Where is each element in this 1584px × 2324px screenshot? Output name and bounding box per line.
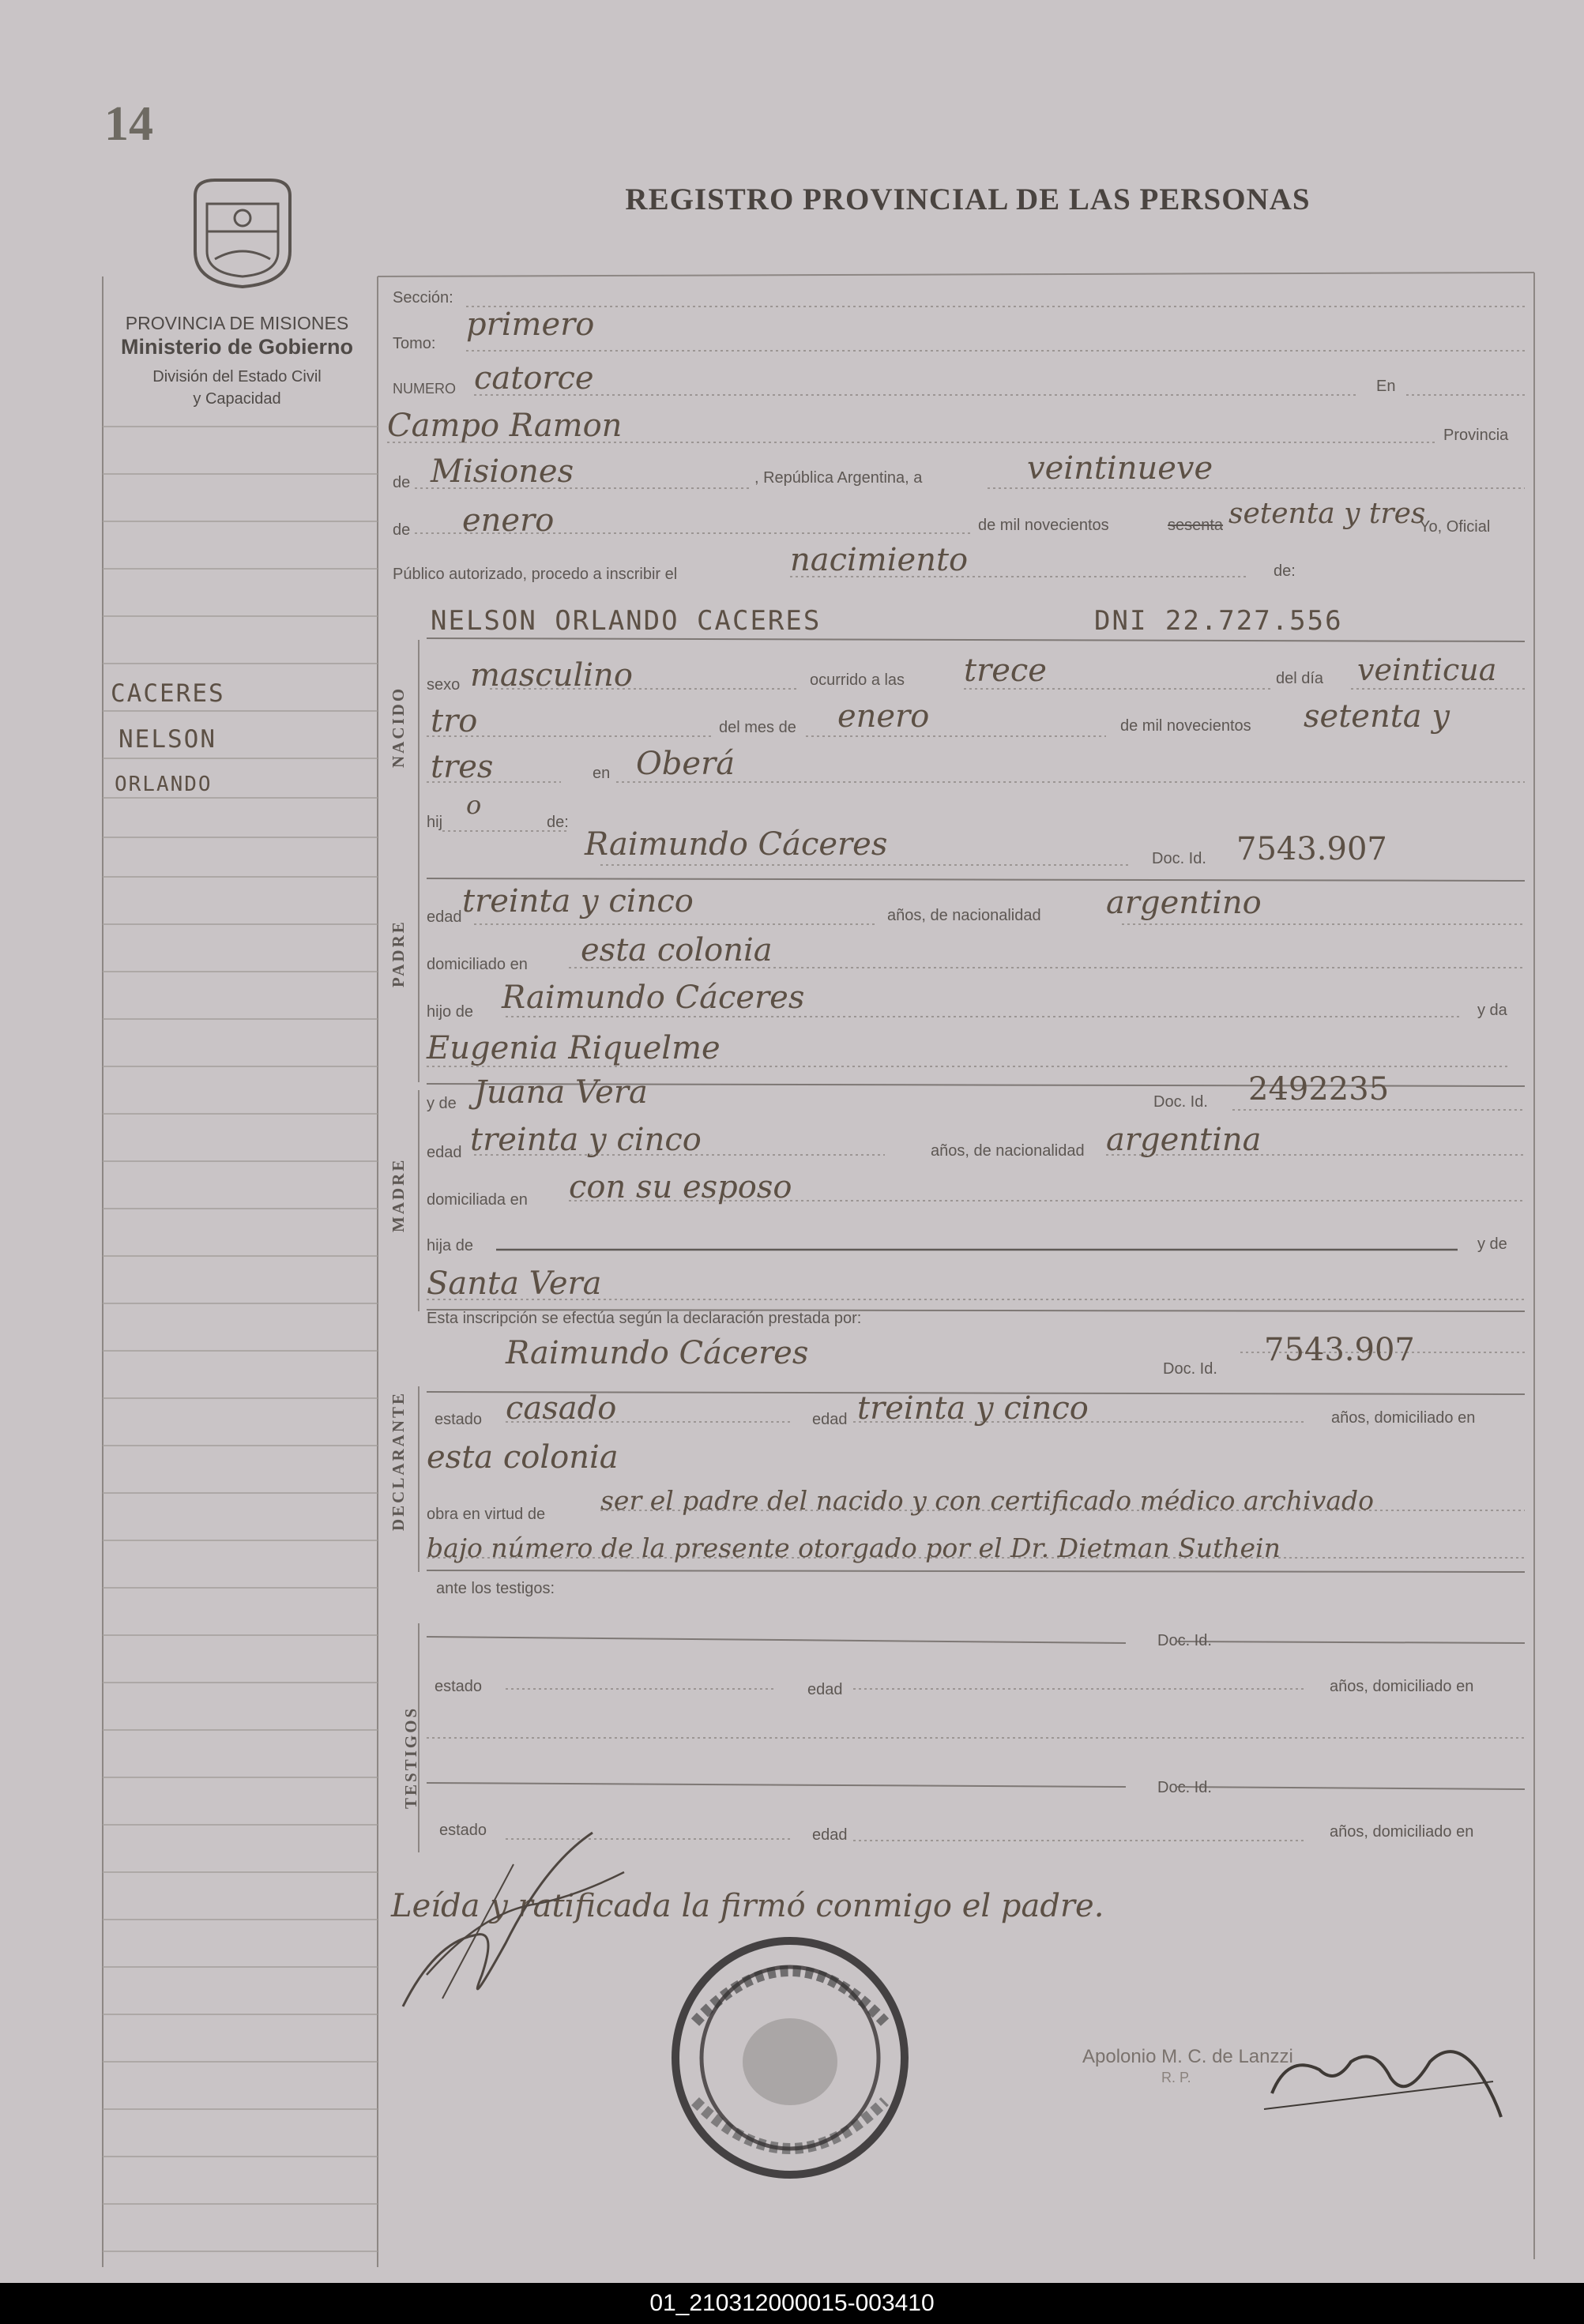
label-yo-oficial: Yo, Oficial — [1420, 518, 1491, 536]
value-parent: Raimundo Cáceres — [585, 826, 888, 863]
label-hij: hij — [427, 814, 443, 831]
value-numero: catorce — [474, 360, 594, 397]
value-act: nacimiento — [790, 542, 969, 578]
capacity-name: y Capacidad — [193, 390, 281, 408]
value-mother: Juana Vera — [474, 1074, 648, 1111]
value-birth-day: veinticua — [1357, 652, 1497, 687]
label-de-month: de — [393, 521, 411, 539]
label-edad-mother: edad — [427, 1144, 462, 1161]
value-declarant-doc: 7543.907 — [1264, 1332, 1415, 1368]
label-republica: , República Argentina, a — [754, 469, 923, 487]
label-doc-id-witness-2: Doc. Id. — [1157, 1779, 1212, 1796]
value-full-name: NELSON ORLANDO CACERES — [431, 605, 822, 637]
label-en: En — [1376, 378, 1396, 395]
value-tomo: primero — [466, 306, 595, 343]
value-hij-suffix: o — [466, 790, 482, 820]
value-hour: trece — [964, 652, 1047, 689]
value-mother-dom: con su esposo — [569, 1169, 792, 1205]
label-nacionalidad-mother: años, de nacionalidad — [931, 1142, 1085, 1160]
value-mother-age: treinta y cinco — [470, 1122, 702, 1158]
label-sesenta-struck: sesenta — [1168, 517, 1224, 534]
label-edad-witness-2: edad — [812, 1826, 848, 1844]
section-declarante: DECLARANTE — [389, 1390, 408, 1531]
label-domiciliado-father: domiciliado en — [427, 956, 528, 973]
label-y-da: y da — [1477, 1002, 1507, 1019]
margin-first-name: NELSON — [119, 725, 216, 754]
page-number: 14 — [104, 97, 153, 151]
label-ocurrido: ocurrido a las — [810, 671, 905, 689]
value-province: Misiones — [431, 453, 574, 490]
value-virtue-1: ser el padre del nacido y con certificado médico archivado — [600, 1485, 1375, 1516]
value-day: veintinueve — [1027, 450, 1213, 487]
value-birth-year-cont: tres — [431, 749, 494, 785]
image-id-footer: 01_210312000015-003410 — [0, 2283, 1584, 2324]
value-father-mother: Eugenia Riquelme — [427, 1030, 721, 1066]
value-father-nat: argentino — [1106, 885, 1262, 921]
label-hija-de: hija de — [427, 1237, 473, 1254]
value-place: Campo Ramon — [387, 408, 623, 444]
value-month: enero — [462, 502, 555, 539]
label-edad-father: edad — [427, 908, 462, 926]
value-mother-nat: argentina — [1106, 1122, 1262, 1158]
value-sex: masculino — [470, 657, 633, 694]
label-estado-declarant: estado — [435, 1411, 483, 1428]
value-dni: DNI 22.727.556 — [1094, 605, 1343, 637]
label-y-de-2: y de — [1477, 1235, 1507, 1253]
section-madre: MADRE — [389, 1157, 408, 1232]
label-ante: ante los testigos: — [436, 1580, 555, 1597]
province-name: PROVINCIA DE MISIONES — [125, 313, 349, 333]
label-edad-witness-1: edad — [807, 1681, 843, 1698]
official-name-stamp: Apolonio M. C. de Lanzzi — [1082, 2046, 1293, 2067]
section-nacido: NACIDO — [389, 686, 408, 768]
label-doc-id-declarant: Doc. Id. — [1163, 1360, 1217, 1378]
label-tomo: Tomo: — [393, 335, 436, 352]
value-declarant-age: treinta y cinco — [857, 1390, 1089, 1427]
label-provincia: Provincia — [1443, 427, 1509, 444]
value-mother-mother: Santa Vera — [427, 1265, 602, 1302]
value-year: setenta y tres — [1228, 498, 1426, 530]
label-estado-witness-2: estado — [439, 1822, 487, 1839]
value-mother-doc: 2492235 — [1248, 1071, 1390, 1107]
label-doc-id-witness-1: Doc. Id. — [1157, 1632, 1212, 1649]
ministry-name: Ministerio de Gobierno — [120, 335, 354, 359]
value-birth-year: setenta y — [1304, 698, 1450, 735]
value-father-age: treinta y cinco — [462, 883, 694, 919]
division-name: División del Estado Civil — [152, 368, 322, 385]
label-inscripcion: Esta inscripción se efectúa según la declaración prestada por: — [427, 1310, 862, 1327]
label-nacionalidad-father: años, de nacionalidad — [887, 907, 1041, 924]
value-declarant: Raimundo Cáceres — [506, 1335, 809, 1371]
label-del-mes: del mes de — [719, 719, 796, 736]
value-father-dom: esta colonia — [581, 932, 773, 968]
label-sexo: sexo — [427, 676, 461, 694]
label-doc-id-mother: Doc. Id. — [1153, 1093, 1208, 1111]
label-de-colon: de: — [1274, 562, 1296, 580]
label-hijo-de: hijo de — [427, 1003, 473, 1021]
official-signature — [1256, 2038, 1509, 2133]
value-father-father: Raimundo Cáceres — [502, 980, 805, 1016]
label-numero: NUMERO — [393, 381, 456, 397]
official-seal-stamp — [664, 1927, 916, 2180]
value-closing-note: Leída y ratificada la firmó conmigo el padre. — [391, 1888, 1104, 1924]
label-estado-witness-1: estado — [435, 1678, 483, 1695]
label-de-mil-2: de mil novecientos — [1120, 717, 1251, 735]
value-birth-month: enero — [837, 698, 930, 735]
label-de-province: de — [393, 474, 411, 491]
document-title: REGISTRO PROVINCIAL DE LAS PERSONAS — [625, 182, 1311, 216]
label-obra: obra en virtud de — [427, 1506, 546, 1523]
label-domiciliada: domiciliada en — [427, 1191, 528, 1209]
value-birth-place: Oberá — [636, 746, 736, 782]
official-title-stamp: R. P. — [1161, 2070, 1191, 2085]
section-testigos: TESTIGOS — [401, 1705, 420, 1809]
label-anos-dom-witness-2: años, domiciliado en — [1330, 1823, 1474, 1841]
declarant-signature — [387, 1817, 640, 2022]
margin-middle-name: ORLANDO — [115, 773, 213, 796]
value-declarant-dom: esta colonia — [427, 1439, 619, 1476]
label-de-mil: de mil novecientos — [978, 517, 1109, 534]
value-parent-doc: 7543.907 — [1236, 831, 1387, 867]
label-del-dia: del día — [1276, 670, 1324, 687]
label-publico: Público autorizado, procedo a inscribir el — [393, 566, 678, 583]
label-edad-declarant: edad — [812, 1411, 848, 1428]
label-anos-dom-declarant: años, domiciliado en — [1331, 1409, 1476, 1427]
label-y-de-mother: y de — [427, 1095, 457, 1112]
label-de-parent: de: — [547, 814, 569, 831]
value-virtue-2: bajo número de la presente otorgado por el Dr. Dietman Suthein — [427, 1532, 1281, 1563]
margin-surname: CACERES — [111, 679, 225, 708]
value-declarant-status: casado — [506, 1390, 617, 1427]
label-anos-dom-witness-1: años, domiciliado en — [1330, 1678, 1474, 1695]
label-doc-id-parent: Doc. Id. — [1152, 850, 1206, 867]
label-seccion: Sección: — [393, 289, 453, 306]
section-padre: PADRE — [389, 919, 408, 987]
value-birth-day-cont: tro — [431, 703, 478, 739]
label-en-birthplace: en — [593, 765, 611, 782]
